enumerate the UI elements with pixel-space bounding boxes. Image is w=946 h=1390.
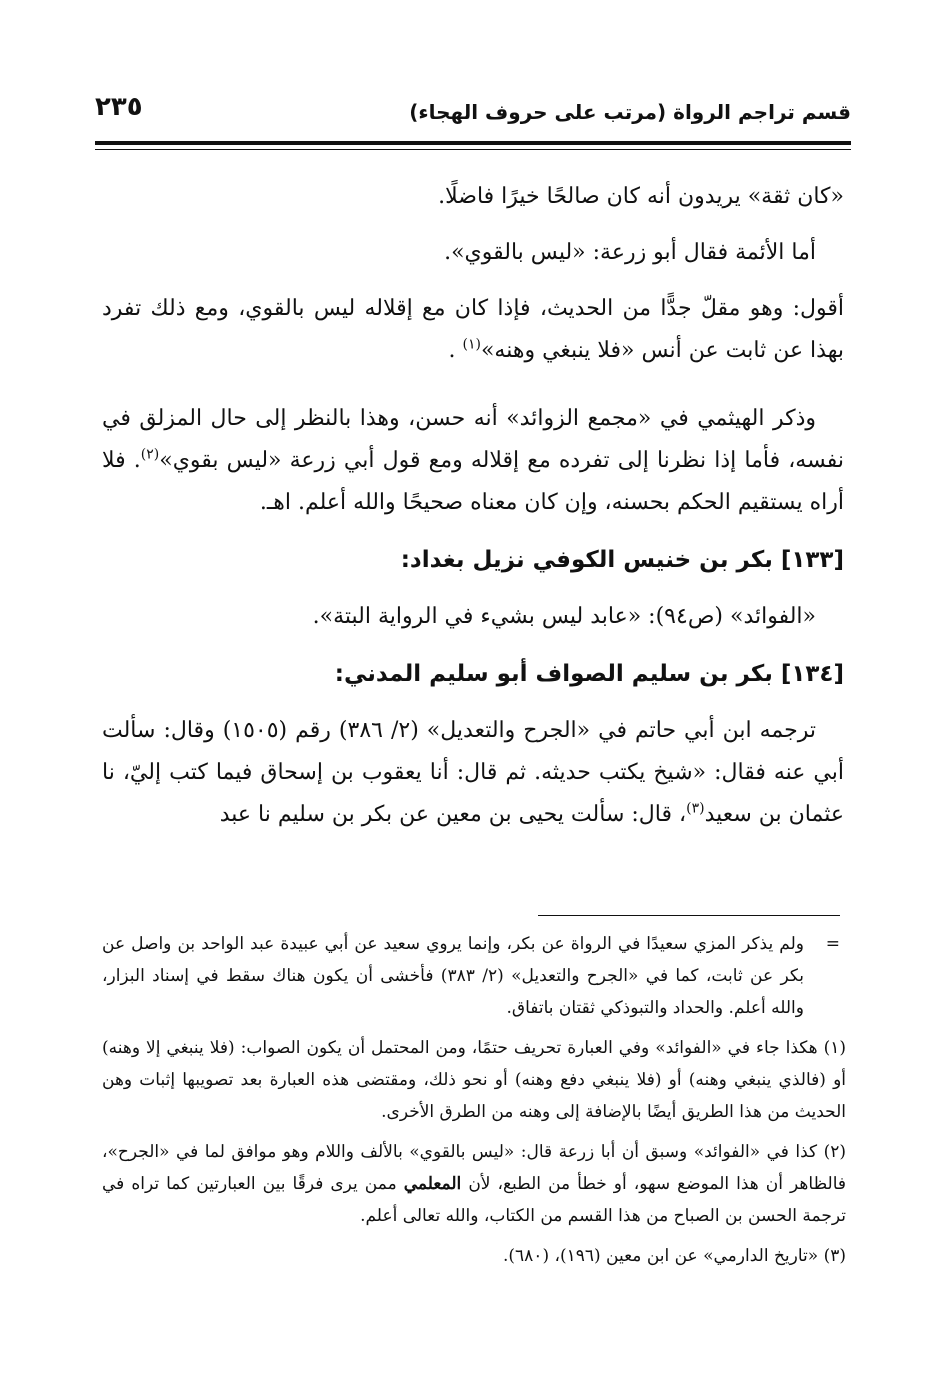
paragraph-text: . [448,338,456,363]
footnote-text: ولم يذكر المزي سعيدًا في الرواة عن بكر، وإنما يروي سعيد عن أبي عبيدة عبد الواحد بن واصل عن بكر عن ثابت، كما في «الجرح والتعديل» (٢/ ٣٨٣) فأخشى أن يكون هناك سقط في إسناد البزار، والله أعلم. والحداد والتبوذكي ثقتان باتفاق. [102,934,804,1018]
footnote-bold-name: المعلمي [403,1174,462,1194]
continuation-mark: = [825,934,840,954]
footnote [102,1136,846,1232]
paragraph: «كان ثقة» يريدون أنه كان صالحًا خيرًا فاضلًا. [438,184,844,209]
footnote-reference[interactable]: (٣) [686,800,705,817]
footnote: (٣) «تاريخ الدارمي» عن ابن معين (١٩٦)، (٦٨٠). [502,1246,846,1266]
paragraph [102,288,844,372]
footnote: (١) هكذا جاء في «الفوائد» وفي العبارة تحريف حتمًا، ومن المحتمل أن يكون الصواب: (فلا ينبغي إلا وهنه) أو (فالذي ينبغي وهنه) أو (فلا ينبغي دفع وهنه) أو نحو ذلك، ومقتضى هذه العبارة بعد تصويبها إثبات وهن الحديث من هذا الطريق أيضًا بالإضافة إلى وهنه من الطرق الأخرى. [102,1038,846,1122]
paragraph: «الفوائد» (ص٩٤): «عابد ليس بشيء في الرواية البتة». [312,604,816,629]
main-text [102,176,844,862]
running-title: قسم تراجم الرواة (مرتب على حروف الهجاء) [409,100,851,124]
paragraph: أما الأئمة فقال أبو زرعة: «ليس بالقوي». [444,240,816,265]
paragraph-text: . فلا أراه يستقيم الحكم بحسنه، وإن كان معناه صحيحًا والله أعلم. اهـ. [102,448,844,515]
paragraph [102,710,844,836]
paragraph-text: أقول: وهو مقلّ جدًّا من الحديث، فإذا كان مع إقلاله ليس بالقوي، ومع ذلك تفرد بهذا عن ثابت عن أنس «فلا ينبغي وهنه» [102,296,844,363]
entry-heading: [١٣٤] بكر بن سليم الصواف أبو سليم المدني: [334,661,844,687]
header-rule-thin [95,149,851,150]
paragraph-text: وذكر الهيثمي في «مجمع الزوائد» أنه حسن، وهذا بالنظر إلى حال المزلق في نفسه، فأما إذا نظرنا إلى تفرده مع إقلاله ومع قول أبي زرعة «ليس بقوي» [102,406,844,473]
paragraph-text: ترجمه ابن أبي حاتم في «الجرح والتعديل» (٢/ ٣٨٦) رقم (١٥٠٥) وقال: سألت أبي عنه فقال: «شيخ يكتب حديثه. ثم قال: أنا يعقوب بن إسحاق فيما كتب إليّ، نا عثمان بن سعيد [102,718,844,827]
paragraph-text: ، قال: سألت يحيى بن معين عن بكر بن سليم نا عبد [219,802,687,827]
footnote-continuation [102,928,846,1024]
footnotes [102,928,846,1280]
footnote-text: ممن يرى فرقًا بين العبارتين كما تراه في ترجمة الحسن بن الصباح من هذا القسم من الكتاب، والله تعالى أعلم. [102,1174,846,1226]
paragraph [102,398,844,524]
footnote-separator [538,915,840,916]
footnote-reference[interactable]: (١) [462,336,481,353]
page-header [95,92,851,136]
entry-heading: [١٣٣] بكر بن خنيس الكوفي نزيل بغداد: [400,547,844,573]
page-number: ٢٣٥ [95,92,143,122]
header-rule-thick [95,141,851,145]
footnote-reference[interactable]: (٢) [140,446,160,463]
footnote-text: (٢) كذا في «الفوائد» وسبق أن أبا زرعة قال: «ليس بالقوي» بالألف واللام وهو موافق لما في «الجرح»، فالظاهر أن هذا الموضع سهو، أو خطأ من الطبع، لأن [102,1142,846,1194]
